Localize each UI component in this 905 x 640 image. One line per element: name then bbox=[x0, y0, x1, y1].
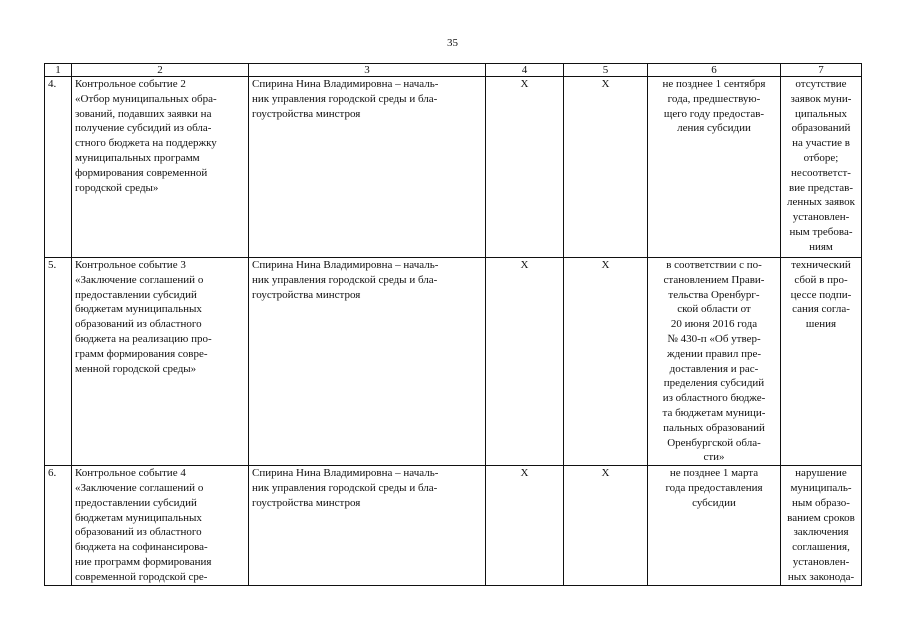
row-number: 5. bbox=[45, 258, 72, 466]
risk-cell: нарушение муниципаль- ным образо- ванием сроков заключения соглашения, установлен- ных законода- bbox=[781, 466, 862, 585]
page-number: 35 bbox=[447, 37, 458, 49]
table-row bbox=[45, 258, 862, 466]
col4-cell: X bbox=[486, 258, 564, 466]
risk-cell: технический сбой в про- цессе подпи- сания согла- шения bbox=[781, 258, 862, 466]
responsible-cell: Спирина Нина Владимировна – началь- ник управления городской среды и бла- гоустройства минстроя bbox=[249, 258, 486, 466]
column-header-2: 2 bbox=[72, 64, 249, 77]
column-header-4: 4 bbox=[486, 64, 564, 77]
header-row bbox=[45, 64, 862, 77]
column-header-3: 3 bbox=[249, 64, 486, 77]
col4-cell: X bbox=[486, 466, 564, 585]
responsible-cell: Спирина Нина Владимировна – началь- ник управления городской среды и бла- гоустройства минстроя bbox=[249, 466, 486, 585]
deadline-cell: не позднее 1 марта года предоставления субсидии bbox=[648, 466, 781, 585]
event-cell: Контрольное событие 3 «Заключение соглашений о предоставлении субсидий бюджетам муниципальных образований из областного бюджета на реализацию про- грамм формирования совре- менной городской среды» bbox=[72, 258, 249, 466]
col4-cell: X bbox=[486, 77, 564, 258]
row-number: 6. bbox=[45, 466, 72, 585]
column-header-7: 7 bbox=[781, 64, 862, 77]
table-row bbox=[45, 77, 862, 258]
control-events-table bbox=[44, 63, 862, 586]
column-header-6: 6 bbox=[648, 64, 781, 77]
column-header-1: 1 bbox=[45, 64, 72, 77]
responsible-cell: Спирина Нина Владимировна – началь- ник управления городской среды и бла- гоустройства минстроя bbox=[249, 77, 486, 258]
event-cell: Контрольное событие 2 «Отбор муниципальных обра- зований, подавших заявки на получение субсидий из обла- стного бюджета на поддержку муниципальных программ формирования современной городской среды» bbox=[72, 77, 249, 258]
event-cell: Контрольное событие 4 «Заключение соглашений о предоставлении субсидий бюджетам муниципальных образований из областного бюджета на софинансирова- ние программ формирования современной городской сре- bbox=[72, 466, 249, 585]
row-number: 4. bbox=[45, 77, 72, 258]
table-row bbox=[45, 466, 862, 585]
risk-cell: отсутствие заявок муни- ципальных образований на участие в отборе; несоответст- вие представ- ленных заявок установлен- ным требова- ниям bbox=[781, 77, 862, 258]
col5-cell: X bbox=[564, 258, 648, 466]
deadline-cell: в соответствии с по- становлением Прави- тельства Оренбург- ской области от 20 июня 2016 года № 430-п «Об утвер- ждении правил пре- доставления и рас- пределения субсидий из областного бюдже- та бюджетам муници- пальных образований Оренбургской обла- сти» bbox=[648, 258, 781, 466]
col5-cell: X bbox=[564, 77, 648, 258]
deadline-cell: не позднее 1 сентября года, предшествую- щего году предостав- ления субсидии bbox=[648, 77, 781, 258]
col5-cell: X bbox=[564, 466, 648, 585]
column-header-5: 5 bbox=[564, 64, 648, 77]
